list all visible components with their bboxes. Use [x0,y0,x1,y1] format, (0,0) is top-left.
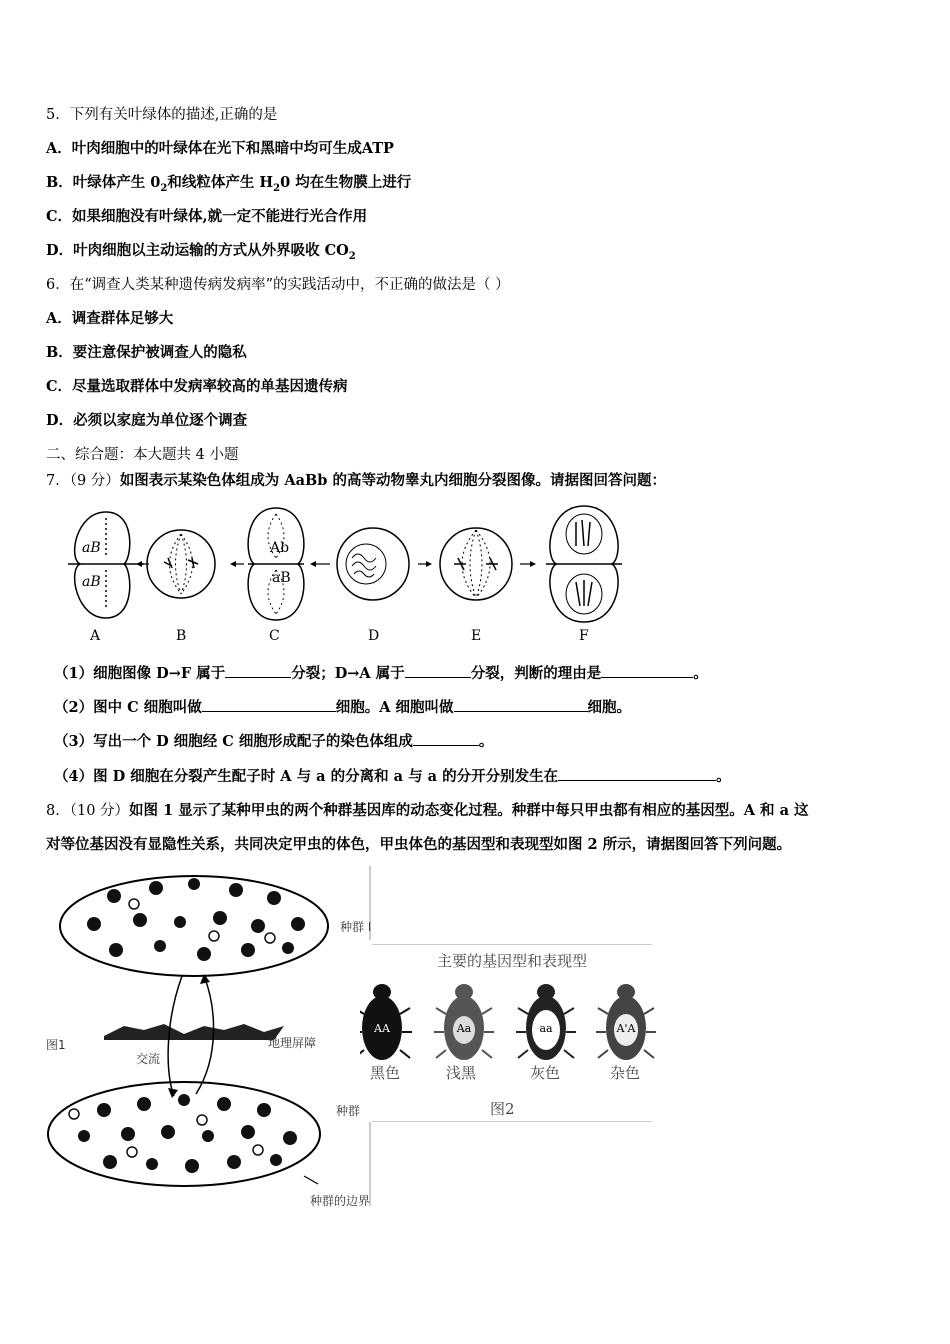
q7-sub2: （2）图中 C 细胞叫做 细胞。A 细胞叫做 细胞。 [54,699,632,716]
cell-division-figure [46,500,636,650]
flow-label: 交流 [136,1052,161,1066]
q6-option-b: B．要注意保护被调查人的隐私 [46,344,247,361]
q7-sub4: （4）图 D 细胞在分裂产生配子时 A 与 a 的分离和 a 与 a 的分开分别发生在 。 [54,768,731,785]
figure-2-label: 图2 [490,1100,515,1118]
q6-option-c: C．尽量选取群体中发病率较高的单基因遗传病 [46,378,348,395]
barrier-label: 地理屏障 [268,1036,317,1050]
q5-option-d: D．叶肉细胞以主动运输的方式从外界吸收 $CO_2$ [46,242,356,262]
phenotype-light-black: 浅黑 [446,1064,477,1082]
label-e: E [471,628,482,644]
q6-option-a: A．调查群体足够大 [46,310,174,327]
population-1-label: 种群 I [340,920,372,934]
q5-option-a: A．叶肉细胞中的叶绿体在光下和黑暗中均可生成ATP [46,140,394,157]
label-c: C [269,628,280,644]
label-d: D [368,628,380,644]
phenotype-black: 黑色 [370,1064,401,1082]
cell-d [337,528,409,600]
q5-option-b: B．叶绿体产生 $0_2$和线粒体产生 $H_20$ 均在生物膜上进行 [46,174,412,194]
genotype-aa-black: AA [374,1022,390,1035]
cell-c [248,508,304,620]
q5-stem: 5．下列有关叶绿体的描述,正确的是 [46,107,278,123]
cell-b [147,530,215,598]
geographic-barrier [104,1024,284,1040]
cell-c-bottom-label: aB [272,570,291,586]
q7-sub1: （1）细胞图像 D→F 属于 分裂；D→A 属于 分裂，判断的理由是 。 [54,665,708,682]
q6-stem: 6．在“调查人类某种遗传病发病率”的实践活动中，不正确的做法是（ ） [46,277,510,293]
cell-f [546,506,622,622]
label-a: A [90,628,101,644]
population-2-label: 种群 [336,1104,361,1118]
label-b: B [176,628,187,644]
section-heading: 二、综合题：本大题共 4 小题 [46,447,239,463]
figure-1-label: 图1 [46,1038,66,1052]
q6-option-d: D．必须以家庭为单位逐个调查 [46,412,248,429]
q5-option-c: C．如果细胞没有叶绿体,就一定不能进行光合作用 [46,208,368,225]
cell-e [440,528,512,600]
phenotype-grey: 灰色 [530,1064,561,1082]
boundary-label: 种群的边界 [310,1194,371,1208]
q8-line2: 对等位基因没有显隐性关系，共同决定甲虫的体色，甲虫体色的基因型和表现型如图 2 所示，请据图回答下列问题。 [46,836,792,853]
phenotype-mixed: 杂色 [610,1064,641,1082]
cell-a-bottom-label: aB [82,574,101,590]
cell-a [68,512,144,618]
figure-2-title: 主要的基因型和表现型 [436,952,587,970]
cell-a-top-label: aB [82,540,101,556]
genotype-mixed: A'A [616,1022,636,1035]
genotype-aa-grey: aa [539,1022,553,1035]
label-f: F [579,628,589,644]
q8-line1: 8．（10 分）如图 1 显示了某种甲虫的两个种群基因库的动态变化过程。种群中每只甲虫都有相应的基因型。A 和 a 这 [46,802,809,819]
q7-sub3: （3）写出一个 D 细胞经 C 细胞形成配子的染色体组成 。 [54,733,494,750]
cell-c-top-label: Ab [270,540,290,556]
figure-1 [44,866,374,1206]
genotype-aa-light: Aa [456,1022,472,1035]
q7-stem: 7．（9 分）如图表示某染色体组成为 AaBb 的高等动物睾丸内细胞分裂图像。请据图回答问题： [46,472,666,489]
